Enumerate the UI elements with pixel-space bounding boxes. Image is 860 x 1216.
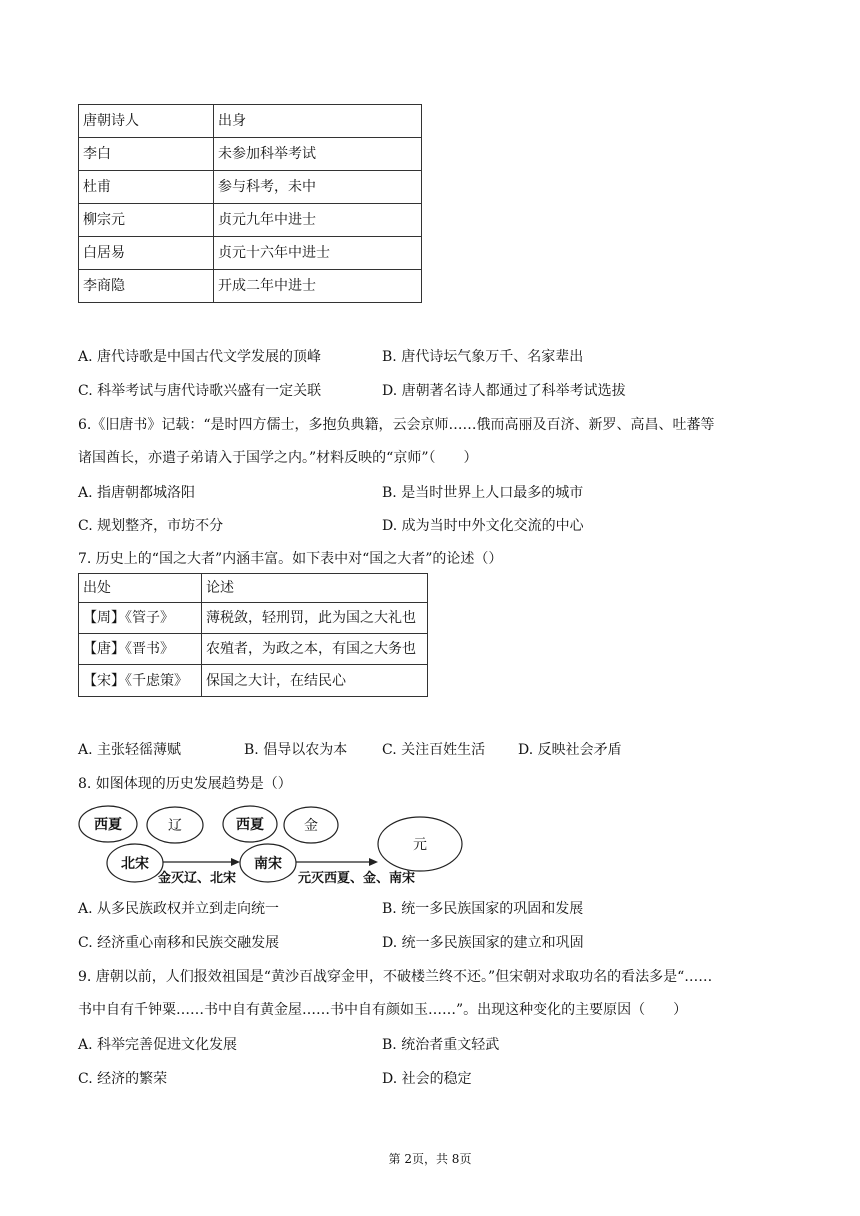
arrow-1-label: 金灭辽、北宋 <box>158 871 237 886</box>
table-row <box>79 237 422 270</box>
table-row <box>79 204 422 237</box>
table-cell: 贞元九年中进士 <box>214 204 422 237</box>
q6-option-b[interactable]: B. 是当时世界上人口最多的城市 <box>382 485 584 501</box>
table-header-cell: 唐朝诗人 <box>79 105 214 138</box>
table-cell: 杜甫 <box>79 171 214 204</box>
q7-option-a[interactable]: A. 主张轻徭薄赋 <box>78 742 182 758</box>
table-cell: 李白 <box>79 138 214 171</box>
q7-option-c[interactable]: C. 关注百姓生活 <box>382 742 486 758</box>
q9-option-b[interactable]: B. 统治者重文轻武 <box>382 1037 500 1053</box>
q9-option-c[interactable]: C. 经济的繁荣 <box>78 1071 168 1087</box>
table-header-cell: 出处 <box>79 574 202 603</box>
guozhidazhe-table <box>78 573 428 697</box>
q8-option-d[interactable]: D. 统一多民族国家的建立和巩固 <box>382 935 584 951</box>
q9-stem-line2: 书中自有千钟粟……书中自有黄金屋……书中自有颜如玉……”。出现这种变化的主要原因（ ） <box>78 1002 688 1018</box>
q6-option-a[interactable]: A. 指唐朝都城洛阳 <box>78 485 196 501</box>
q5-option-d[interactable]: D. 唐朝著名诗人都通过了科举考试选拔 <box>382 383 626 399</box>
table-row <box>79 603 428 634</box>
q6-stem-line2: 诸国酋长，亦遣子弟请入于国学之内。”材料反映的“京师”（ ） <box>78 450 478 466</box>
q8-option-b[interactable]: B. 统一多民族国家的巩固和发展 <box>382 901 584 917</box>
table-cell: 贞元十六年中进士 <box>214 237 422 270</box>
table-cell: 农殖者，为政之本，有国之大务也 <box>202 634 428 665</box>
q7-option-d[interactable]: D. 反映社会矛盾 <box>518 742 622 758</box>
table-header-cell: 出身 <box>214 105 422 138</box>
table-row <box>79 665 428 697</box>
q5-option-a[interactable]: A. 唐代诗歌是中国古代文学发展的顶峰 <box>78 349 322 365</box>
label-yuan: 元 <box>413 837 427 853</box>
table-cell: 开成二年中进士 <box>214 270 422 303</box>
label-nansong: 南宋 <box>254 856 282 872</box>
label-beisong: 北宋 <box>121 856 149 872</box>
q6-option-d[interactable]: D. 成为当时中外文化交流的中心 <box>382 518 584 534</box>
q9-option-d[interactable]: D. 社会的稳定 <box>382 1071 472 1087</box>
table-row <box>79 634 428 665</box>
table-cell: 【周】《管子》 <box>79 603 202 634</box>
table-cell: 【唐】《晋书》 <box>79 634 202 665</box>
arrow-2-head <box>369 858 378 866</box>
poets-table <box>78 104 422 303</box>
page-footer: 第 2页，共 8页 <box>388 1152 472 1166</box>
q9-option-a[interactable]: A. 科举完善促进文化发展 <box>78 1037 238 1053</box>
q9-stem-line1: 9. 唐朝以前，人们报效祖国是“黄沙百战穿金甲，不破楼兰终不还。”但宋朝对求取功名的看法多是“…… <box>78 969 713 985</box>
table-cell: 柳宗元 <box>79 204 214 237</box>
table-header-cell: 论述 <box>202 574 428 603</box>
q5-option-c[interactable]: C. 科举考试与唐代诗歌兴盛有一定关联 <box>78 383 322 399</box>
table-cell: 白居易 <box>79 237 214 270</box>
q7-stem: 7. 历史上的“国之大者”内涵丰富。如下表中对“国之大者”的论述（） <box>78 551 503 567</box>
label-xixia-2: 西夏 <box>236 817 264 833</box>
label-liao: 辽 <box>168 818 182 834</box>
q6-stem-line1: 6.《旧唐书》记载：“是时四方儒士，多抱负典籍，云会京师……俄而高丽及百济、新罗、高昌、吐蕃等 <box>78 417 715 433</box>
dynasty-diagram <box>70 800 470 892</box>
table-row <box>79 171 422 204</box>
table-header-row <box>79 105 422 138</box>
table-row <box>79 270 422 303</box>
q8-option-c[interactable]: C. 经济重心南移和民族交融发展 <box>78 935 280 951</box>
table-cell: 李商隐 <box>79 270 214 303</box>
table-cell: 未参加科举考试 <box>214 138 422 171</box>
q8-option-a[interactable]: A. 从多民族政权并立到走向统一 <box>78 901 280 917</box>
table-header-row <box>79 574 428 603</box>
table-cell: 保国之大计，在结民心 <box>202 665 428 697</box>
q8-stem: 8. 如图体现的历史发展趋势是（） <box>78 776 292 792</box>
q7-option-b[interactable]: B. 倡导以农为本 <box>244 742 348 758</box>
q5-option-b[interactable]: B. 唐代诗坛气象万千、名家辈出 <box>382 349 584 365</box>
label-jin: 金 <box>304 818 318 834</box>
arrow-2-label: 元灭西夏、金、南宋 <box>298 871 416 886</box>
arrow-1-head <box>231 858 240 866</box>
table-cell: 参与科考，未中 <box>214 171 422 204</box>
table-cell: 【宋】《千虑策》 <box>79 665 202 697</box>
label-xixia-1: 西夏 <box>94 817 122 833</box>
table-cell: 薄税敛，轻刑罚，此为国之大礼也 <box>202 603 428 634</box>
table-row <box>79 138 422 171</box>
q6-option-c[interactable]: C. 规划整齐，市坊不分 <box>78 518 224 534</box>
